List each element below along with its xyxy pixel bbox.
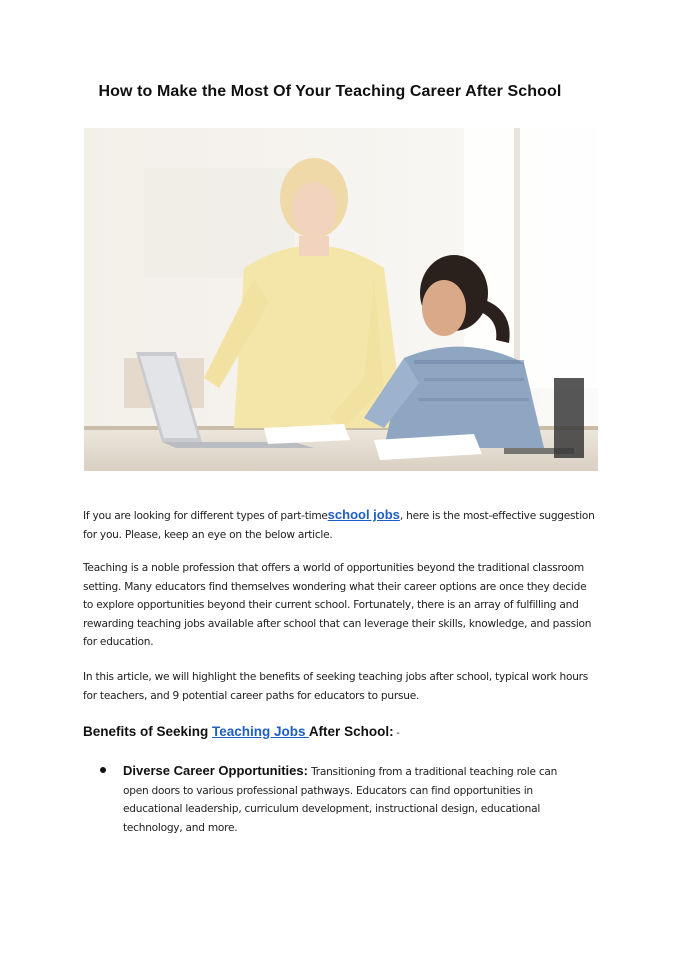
hero-image (84, 128, 598, 471)
section-heading-benefits (83, 724, 598, 739)
intro-text-after: , here is the most-effective suggestion for you. Please, keep an eye on the below article. (83, 510, 595, 541)
body-paragraph-teaching: Teaching is a noble profession that offers a world of opportunities beyond the traditional classroom setting. Many educators find themselves wondering what their career options are once they decide to explore opportunities beyond their current school. Fortunately, there is an array of fulfilling and rewarding teaching jobs available after school that can leverage their skills, knowledge, and passion for education. (83, 562, 592, 648)
bullet-icon (100, 767, 106, 773)
section-heading-tail: - (393, 728, 400, 739)
school-jobs-link[interactable]: school jobs (327, 507, 400, 522)
list-item-heading: Diverse Career Opportunities: (123, 763, 308, 778)
intro-paragraph (83, 506, 598, 544)
section-heading-before: Benefits of Seeking (83, 724, 213, 739)
list-item-body (123, 762, 563, 837)
list-item-text: Transitioning from a traditional teaching role can open doors to various professional pathways. Educators can find opportunities in educational leadership, curriculum development, instructional design, educational technology, and more. (123, 766, 558, 834)
section-heading-after: After School: (308, 724, 394, 739)
hero-photo-illustration (84, 128, 598, 471)
body-paragraph-article-overview: In this article, we will highlight the benefits of seeking teaching jobs after school, typical work hours for teachers, and 9 potential career paths for educators to pursue. (83, 671, 589, 702)
teaching-jobs-link[interactable]: Teaching Jobs (212, 724, 309, 739)
intro-text-before: If you are looking for different types of part-time (83, 510, 328, 522)
list-item (100, 762, 570, 837)
page-title: How to Make the Most Of Your Teaching Career After School (98, 83, 562, 100)
